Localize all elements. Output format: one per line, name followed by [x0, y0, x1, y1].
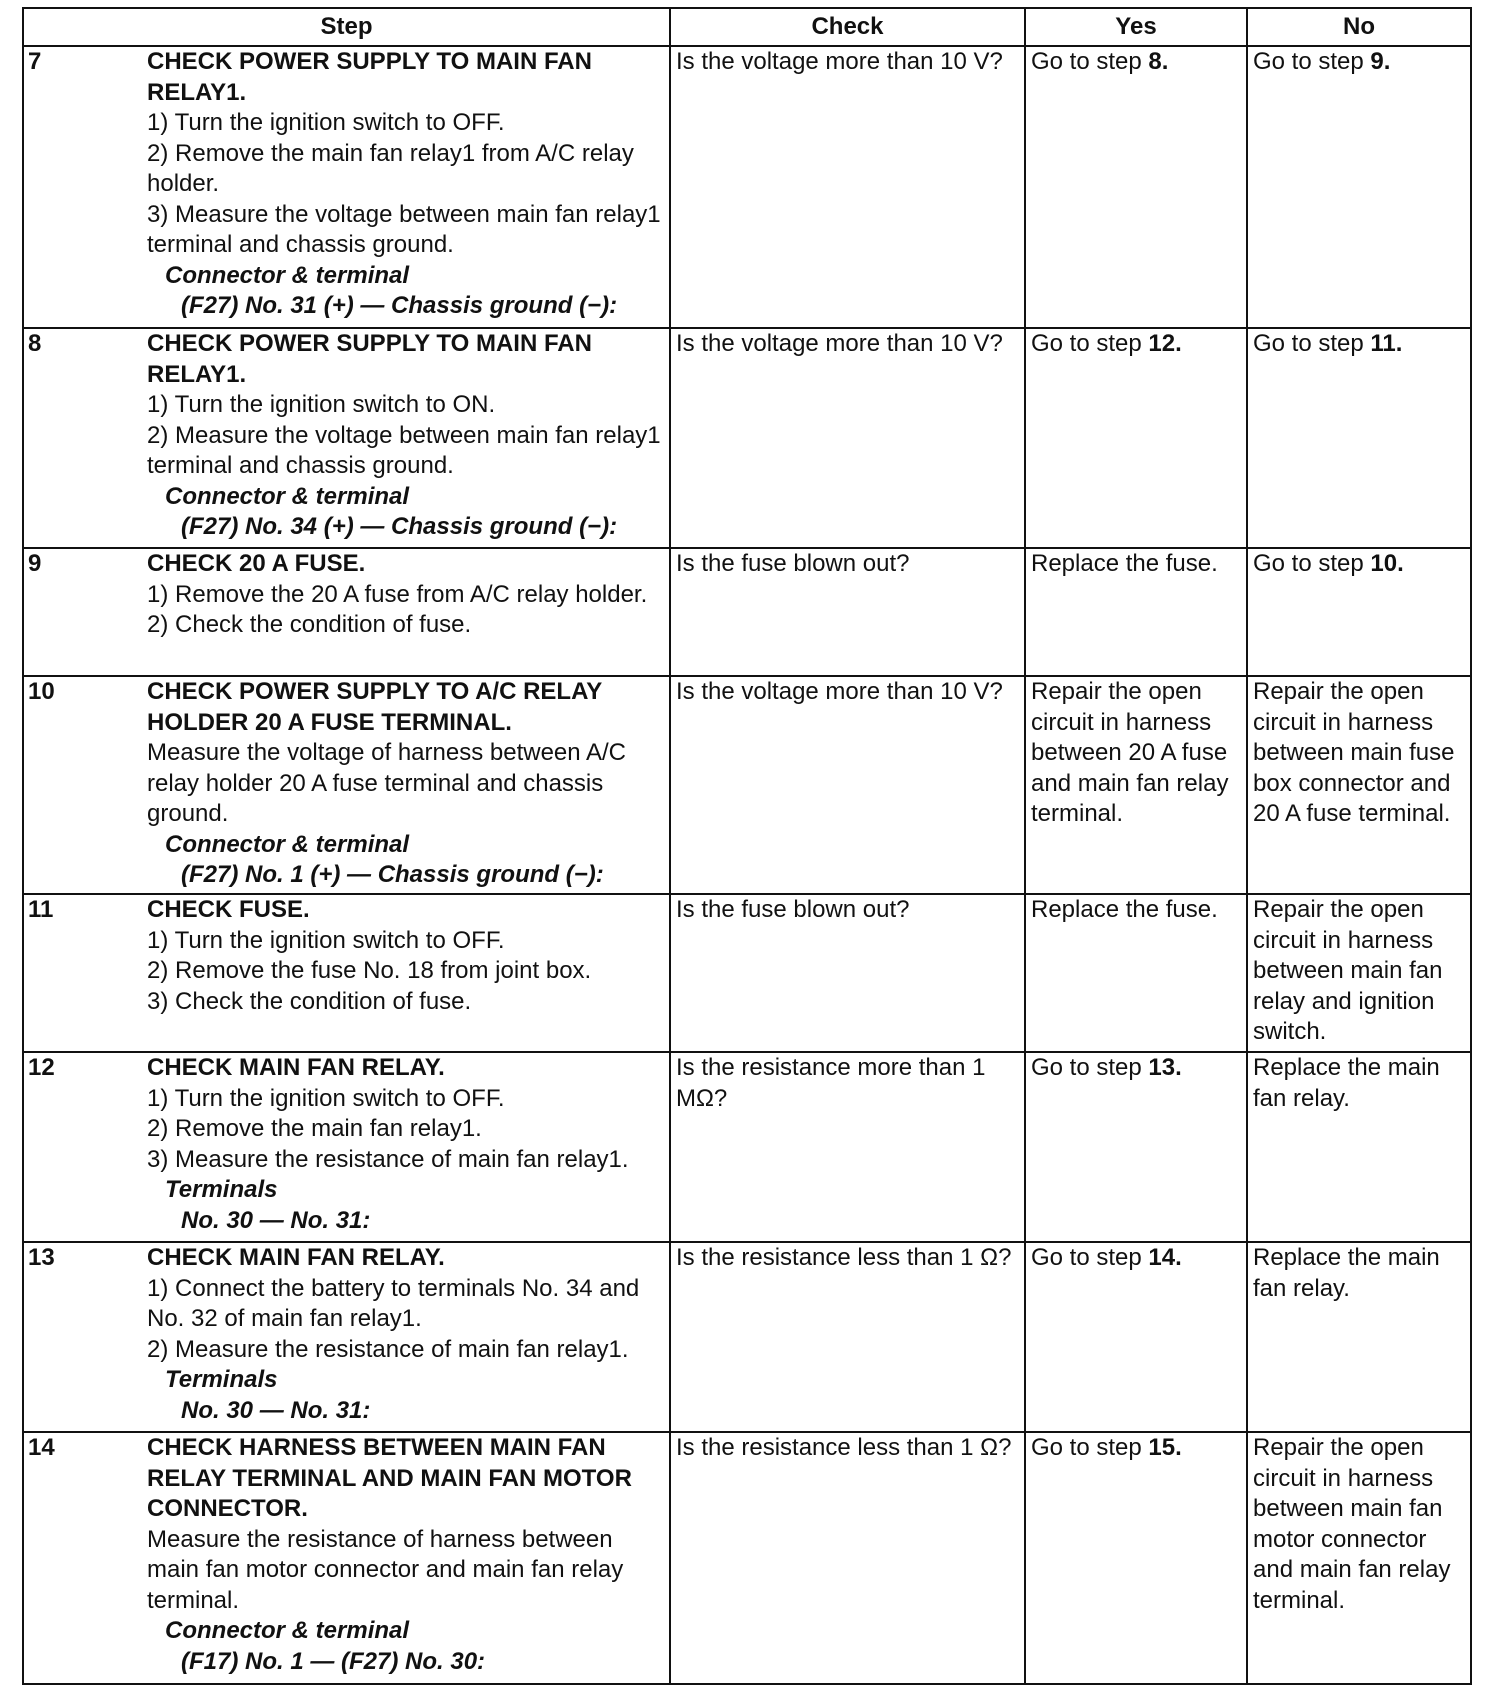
yes-text: Go to step: [1031, 330, 1149, 357]
yes-cell: Replace the fuse.: [1025, 894, 1247, 1052]
step-title: CHECK HARNESS BETWEEN MAIN FAN RELAY TERMINAL AND MAIN FAN MOTOR CONNECTOR.: [147, 1434, 632, 1522]
step-title: CHECK POWER SUPPLY TO A/C RELAY HOLDER 20 A FUSE TERMINAL.: [147, 678, 602, 736]
step-line: 3) Check the condition of fuse.: [147, 987, 472, 1015]
check-cell: Is the resistance more than 1 MΩ?: [670, 1052, 1025, 1242]
connector-value: (F27) No. 31 (+) — Chassis ground (−):: [181, 292, 618, 319]
yes-cell: [1025, 328, 1247, 548]
step-title: CHECK MAIN FAN RELAY.: [147, 1244, 445, 1271]
yes-text: Go to step: [1031, 1434, 1149, 1461]
terminals-value: No. 30 — No. 31:: [181, 1396, 371, 1424]
no-text: Go to step: [1253, 48, 1371, 75]
no-cell: Replace the main fan relay.: [1247, 1052, 1471, 1242]
yes-text: Go to step: [1031, 1054, 1149, 1081]
step-line: 1) Turn the ignition switch to OFF.: [147, 926, 505, 954]
step-line: 3) Measure the resistance of main fan relay1.: [147, 1145, 629, 1173]
table-row: [23, 1052, 1471, 1242]
step-number: 12: [28, 1054, 55, 1081]
check-cell: Is the fuse blown out?: [670, 894, 1025, 1052]
connector-value: (F27) No. 1 (+) — Chassis ground (−):: [181, 861, 604, 888]
table-body: [23, 46, 1471, 1684]
terminals-label: Terminals: [165, 1176, 278, 1203]
header-step: Step: [23, 8, 670, 46]
step-cell: [23, 328, 670, 548]
step-number: 10: [28, 678, 55, 705]
no-step-ref: 11.: [1370, 330, 1403, 357]
step-line: 1) Turn the ignition switch to OFF.: [147, 109, 505, 136]
check-cell: Is the fuse blown out?: [670, 548, 1025, 676]
step-cell: [23, 1432, 670, 1684]
connector-label: Connector & terminal: [165, 830, 410, 858]
diagnostic-table: [22, 7, 1472, 1685]
step-line: Measure the resistance of harness between main fan motor connector and main fan relay terminal.: [147, 1525, 624, 1614]
header-no: No: [1247, 8, 1471, 46]
step-title: CHECK 20 A FUSE.: [147, 550, 366, 577]
step-line: 2) Remove the main fan relay1.: [147, 1115, 482, 1142]
step-title: CHECK POWER SUPPLY TO MAIN FAN RELAY1.: [147, 48, 592, 106]
yes-cell: [1025, 1432, 1247, 1684]
check-cell: Is the resistance less than 1 Ω?: [670, 1432, 1025, 1684]
connector-value: (F17) No. 1 — (F27) No. 30:: [181, 1647, 486, 1675]
step-line: 1) Remove the 20 A fuse from A/C relay holder.: [147, 580, 648, 608]
step-line: 1) Turn the ignition switch to OFF.: [147, 1084, 505, 1112]
yes-cell: [1025, 46, 1247, 328]
step-cell: [23, 676, 670, 894]
step-line: 2) Remove the main fan relay1 from A/C relay holder.: [147, 139, 634, 197]
step-cell: [23, 1242, 670, 1432]
no-step-ref: 9.: [1370, 48, 1391, 75]
header-yes: Yes: [1025, 8, 1247, 46]
table-row: [23, 1242, 1471, 1432]
terminals-value: No. 30 — No. 31:: [181, 1206, 371, 1234]
yes-step-ref: 12.: [1148, 330, 1182, 357]
no-text: Go to step: [1253, 550, 1371, 577]
no-step-ref: 10.: [1370, 550, 1404, 577]
no-cell: Repair the open circuit in harness between main fan motor connector and main fan relay terminal.: [1247, 1432, 1471, 1684]
step-title: CHECK MAIN FAN RELAY.: [147, 1054, 445, 1081]
no-text: Go to step: [1253, 330, 1371, 357]
yes-step-ref: 8.: [1148, 48, 1169, 75]
step-cell: [23, 894, 670, 1052]
no-cell: Repair the open circuit in harness between main fuse box connector and 20 A fuse terminal.: [1247, 676, 1471, 894]
step-line: 2) Measure the resistance of main fan relay1.: [147, 1335, 629, 1363]
yes-cell: [1025, 1242, 1247, 1432]
header-check: Check: [670, 8, 1025, 46]
yes-text: Go to step: [1031, 1244, 1149, 1271]
no-cell: [1247, 548, 1471, 676]
step-cell: [23, 1052, 670, 1242]
step-number: 9: [28, 550, 42, 577]
step-number: 8: [28, 330, 42, 357]
yes-step-ref: 14.: [1148, 1244, 1182, 1271]
step-line: 3) Measure the voltage between main fan relay1 terminal and chassis ground.: [147, 200, 661, 258]
step-number: 13: [28, 1244, 55, 1271]
yes-step-ref: 15.: [1148, 1434, 1182, 1461]
table-row: [23, 1432, 1471, 1684]
check-cell: Is the voltage more than 10 V?: [670, 676, 1025, 894]
table-row: [23, 548, 1471, 676]
table-row: [23, 894, 1471, 1052]
step-title: CHECK POWER SUPPLY TO MAIN FAN RELAY1.: [147, 330, 592, 388]
terminals-label: Terminals: [165, 1366, 278, 1393]
yes-step-ref: 13.: [1148, 1054, 1182, 1081]
step-line: 2) Measure the voltage between main fan relay1 terminal and chassis ground.: [147, 421, 661, 479]
step-number: 7: [28, 48, 42, 75]
no-cell: Repair the open circuit in harness between main fan relay and ignition switch.: [1247, 894, 1471, 1052]
no-cell: [1247, 46, 1471, 328]
step-line: Measure the voltage of harness between A/C relay holder 20 A fuse terminal and chassis ground.: [147, 739, 626, 827]
table-row: [23, 328, 1471, 548]
step-line: 1) Connect the battery to terminals No. 34 and No. 32 of main fan relay1.: [147, 1274, 640, 1332]
step-number: 14: [28, 1434, 55, 1461]
connector-label: Connector & terminal: [165, 261, 410, 289]
table-row: [23, 676, 1471, 894]
connector-value: (F27) No. 34 (+) — Chassis ground (−):: [181, 513, 618, 540]
step-cell: [23, 548, 670, 676]
connector-label: Connector & terminal: [165, 1617, 410, 1644]
step-line: 2) Remove the fuse No. 18 from joint box.: [147, 957, 592, 984]
check-cell: Is the voltage more than 10 V?: [670, 46, 1025, 328]
header-row: [23, 8, 1471, 46]
step-line: 2) Check the condition of fuse.: [147, 611, 472, 638]
connector-label: Connector & terminal: [165, 482, 410, 510]
step-number: 11: [28, 896, 54, 923]
step-cell: [23, 46, 670, 328]
no-cell: [1247, 328, 1471, 548]
step-line: 1) Turn the ignition switch to ON.: [147, 391, 496, 418]
no-cell: Replace the main fan relay.: [1247, 1242, 1471, 1432]
check-cell: Is the voltage more than 10 V?: [670, 328, 1025, 548]
table-row: [23, 46, 1471, 328]
yes-text: Go to step: [1031, 48, 1149, 75]
yes-cell: Repair the open circuit in harness between 20 A fuse and main fan relay terminal.: [1025, 676, 1247, 894]
check-cell: Is the resistance less than 1 Ω?: [670, 1242, 1025, 1432]
yes-cell: Replace the fuse.: [1025, 548, 1247, 676]
yes-cell: [1025, 1052, 1247, 1242]
step-title: CHECK FUSE.: [147, 896, 310, 923]
